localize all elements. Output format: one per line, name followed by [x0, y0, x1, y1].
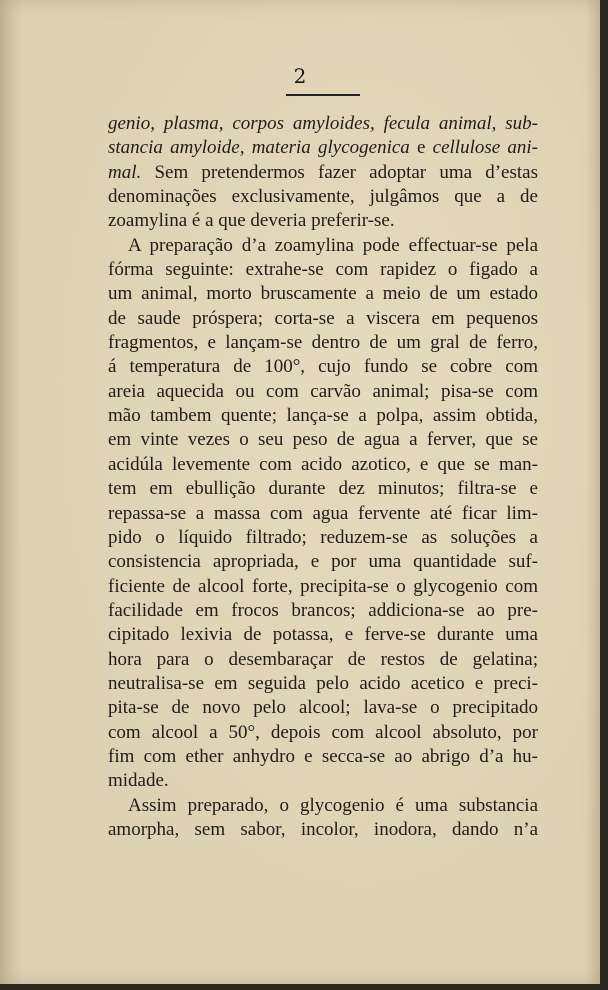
text-run: pita-se de novo pelo alcool; lava-se o precipitado [108, 697, 538, 719]
italic-text: mal. [108, 161, 142, 183]
text-run: amorpha, sem sabor, incolor, inodora, dando n’a [108, 818, 538, 840]
text-run: de saude próspera; corta-se a viscera em pequenos [108, 307, 538, 329]
italic-text: genio, plasma, corpos amyloides, fecula animal, sub- [108, 113, 538, 134]
text-line [108, 112, 538, 136]
text-run: zoamylina é a que deveria preferir-se. [108, 210, 395, 232]
text-line [108, 502, 538, 526]
text-line [108, 648, 538, 672]
text-run: denominações exclusivamente, julgâmos que a de [108, 186, 538, 208]
text-run: fragmentos, e lançam-se dentro de um gral de ferro, [108, 332, 538, 354]
text-line [108, 721, 538, 745]
text-line [108, 428, 538, 452]
text-run: pido o líquido filtrado; reduzem-se as soluções a [108, 526, 538, 548]
text-run: tem em ebullição durante dez minutos; filtra-se e [108, 478, 538, 500]
italic-text: cellulose ani- [432, 137, 538, 159]
text-run: um animal, morto bruscamente a meio de um estado [108, 283, 538, 305]
text-run: e [409, 137, 433, 159]
text-line [108, 818, 538, 842]
text-line [108, 526, 538, 550]
text-line [108, 331, 538, 355]
text-line [108, 550, 538, 574]
text-run: fórma seguinte: extrahe-se com rapidez o figado a [108, 259, 538, 281]
text-line [108, 575, 538, 599]
text-line [108, 404, 538, 428]
text-run: cipitado lexivia de potassa, e ferve-se durante uma [108, 624, 538, 646]
text-line [108, 380, 538, 404]
header-rule [286, 94, 360, 96]
text-line [108, 623, 538, 647]
text-run: acidúla levemente com acido azotico, e que se man- [108, 453, 538, 475]
text-line [108, 161, 538, 185]
text-line [108, 234, 538, 258]
text-line [108, 769, 538, 793]
italic-text: stancia amyloide, materia glycogenica [108, 137, 410, 159]
text-line [108, 258, 538, 282]
text-run: Assim preparado, o glycogenio é uma substancia [128, 794, 538, 816]
text-run: hora para o desembaraçar de restos de gelatina; [108, 648, 538, 670]
text-run: com alcool a 50°, depois com alcool absoluto, por [108, 721, 538, 743]
text-line [108, 477, 538, 501]
text-line [108, 696, 538, 720]
text-run: á temperatura de 100°, cujo fundo se cobre com [108, 356, 538, 378]
body-text [108, 112, 538, 842]
text-run: facilidade em frocos brancos; addiciona-se ao pre- [108, 599, 538, 621]
text-line [108, 794, 538, 818]
text-run: midade. [108, 770, 169, 792]
text-line [108, 307, 538, 331]
text-line [108, 355, 538, 379]
text-line [108, 599, 538, 623]
page-number: 2 [293, 64, 307, 88]
text-line [108, 672, 538, 696]
text-run: em vinte vezes o seu peso de agua a ferver, que se [108, 429, 538, 451]
text-line [108, 745, 538, 769]
text-run: ficiente de alcool forte, precipita-se o glycogenio com [108, 575, 538, 597]
text-run: consistencia apropriada, e por uma quantidade suf- [108, 551, 538, 573]
text-line [108, 282, 538, 306]
text-run: neutralisa-se em seguida pelo acido acetico e preci- [108, 672, 538, 694]
text-run: fim com ether anhydro e secca-se ao abrigo d’a hu- [108, 745, 538, 767]
text-line [108, 136, 538, 160]
text-line [108, 185, 538, 209]
text-run: mão tambem quente; lança-se a polpa, assim obtida, [108, 405, 538, 427]
text-run: areia aquecida ou com carvão animal; pisa-se com [108, 380, 538, 402]
text-run: A preparação d’a zoamylina pode effectuar-se pela [128, 234, 538, 256]
text-run: repassa-se a massa com agua fervente até ficar lim- [108, 502, 538, 524]
text-run: Sem pretendermos fazer adoptar uma d’estas [141, 161, 538, 183]
text-line [108, 209, 538, 233]
text-line [108, 453, 538, 477]
